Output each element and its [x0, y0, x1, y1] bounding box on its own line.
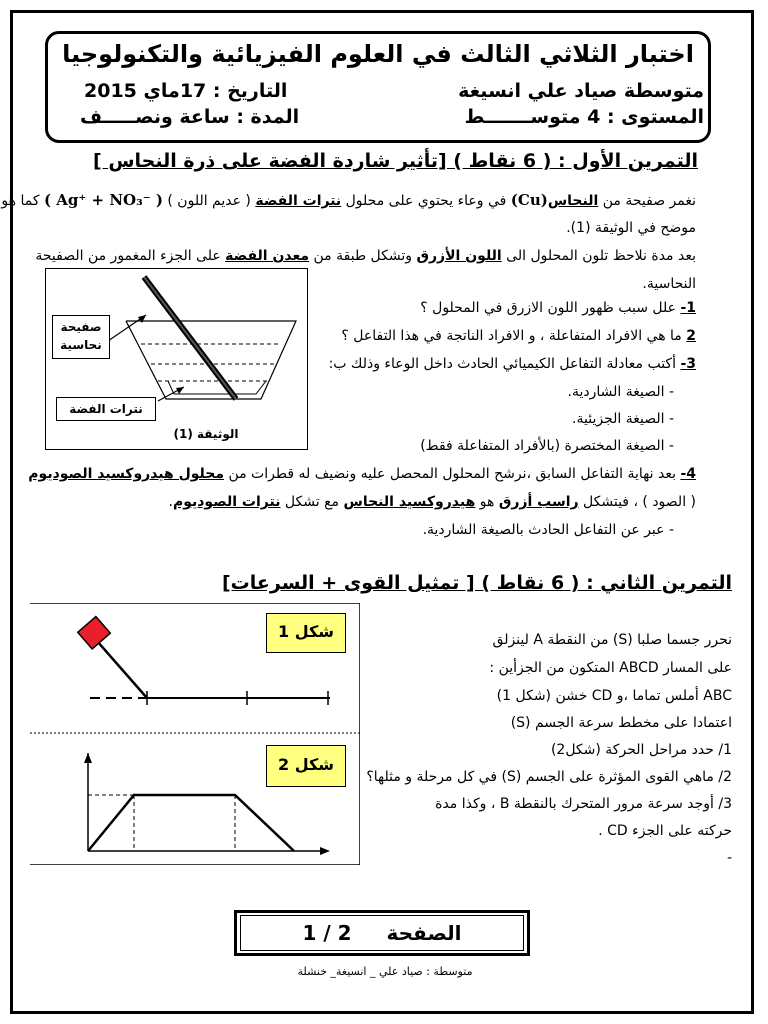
document-1-figure — [45, 268, 308, 450]
ex1-q4-item: - عبر عن التفاعل الحادث بالصيغة الشاردية. — [422, 522, 674, 538]
exercise2-figures — [30, 603, 360, 865]
ex1-observation-line2: النحاسية. — [642, 276, 696, 292]
ex2-line-2: على المسار ABCD المتكون من الجزأين : — [489, 660, 732, 676]
footer: متوسطة : صياد علي _ انسيغة_ خنشلة — [297, 965, 473, 978]
ex1-q3-item-1: - الصيغة الشاردية. — [567, 384, 674, 400]
ex1-question-2: 2 ما هي الافراد المتفاعلة ، و الافراد الناتجة في هذا التفاعل ؟ — [341, 328, 696, 344]
exam-title: اختبار الثلاثي الثالث في العلوم الفيزيائية والتكنولوجيا — [62, 40, 694, 68]
school-name: متوسطة صياد علي انسيغة — [458, 80, 704, 102]
ex2-line-5: 1/ حدد مراحل الحركة (شكل2) — [550, 742, 732, 758]
exercise1-title: التمرين الأول : ( 6 نقاط ) [تأثير شاردة الفضة على ذرة النحاس ] — [93, 150, 698, 172]
duration: المدة : ساعة ونصـــــف — [80, 106, 300, 128]
beaker-diagram — [46, 269, 309, 451]
ex1-intro-line2: موضح في الوثيقة (1). — [566, 220, 696, 236]
shape-1-label: شكل 1 — [266, 613, 346, 653]
ex1-question-4-line1: 4- بعد نهاية التفاعل السابق ،نرشح المحلول المحصل عليه ونضيف له قطرات من محلول هيدروكسيد الصوديوم — [28, 466, 696, 482]
label-copper-plate: صفيحة نحاسية — [52, 315, 110, 359]
page-label: الصفحة — [386, 921, 462, 945]
exercise2-title: التمرين الثاني : ( 6 نقاط ) [ تمثيل القوى + السرعات] — [221, 572, 732, 594]
page-number — [240, 915, 524, 951]
ex1-intro-line1: نغمر صفيحة من النحاس(Cu) في وعاء يحتوي على محلول نترات الفضة ( عديم اللون ) ( Ag⁺ + NO₃⁻ ) كما هو — [1, 191, 696, 209]
shape-2-label: شكل 2 — [266, 745, 346, 787]
exam-date: التاريخ : 17ماي 2015 — [84, 80, 288, 102]
ex2-line-7: 3/ أوجد سرعة مرور المتحرك بالنقطة B ، وكذا مدة — [435, 796, 732, 812]
ex2-line-1: نحرر جسما صلبا (S) من النقطة A لينزلق — [492, 632, 732, 648]
ex1-question-4-line2: ( الصود ) ، فيتشكل راسب أزرق هو هيدروكسيد النحاس مع تشكل نترات الصوديوم. — [168, 494, 696, 510]
ex1-question-1: 1- علل سبب ظهور اللون الازرق في المحلول ؟ — [420, 300, 696, 316]
ex2-line-9: - — [726, 850, 732, 866]
ex1-question-3: 3- أكتب معادلة التفاعل الكيميائي الحادث داخل الوعاء وذلك ب: — [328, 356, 696, 372]
document-1-caption: الوثيقة (1) — [173, 427, 239, 441]
page-number-value: 1 / 2 — [302, 921, 352, 945]
ex1-q3-item-3: - الصيغة المختصرة (بالأفراد المتفاعلة فقط) — [420, 438, 674, 454]
label-silver-nitrate: نترات الفضة — [56, 397, 156, 421]
ex2-line-8: حركته على الجزء CD . — [598, 823, 732, 839]
ex2-line-4: اعتمادا على مخطط سرعة الجسم (S) — [510, 715, 732, 731]
ex2-line-6: 2/ ماهي القوى المؤثرة على الجسم (S) في كل مرحلة و مثلها؟ — [366, 769, 732, 785]
ex2-line-3: ABC أملس تماما ،و CD خشن (شكل 1) — [496, 688, 732, 704]
level: المستوى : 4 متوســـــــط — [464, 106, 704, 128]
ex1-observation-line1: بعد مدة نلاحظ تلون المحلول الى اللون الأزرق وتشكل طبقة من معدن الفضة على الجزء المغمور من الصفيحة — [35, 248, 696, 264]
ex1-q3-item-2: - الصيغة الجزيئية. — [572, 411, 674, 427]
